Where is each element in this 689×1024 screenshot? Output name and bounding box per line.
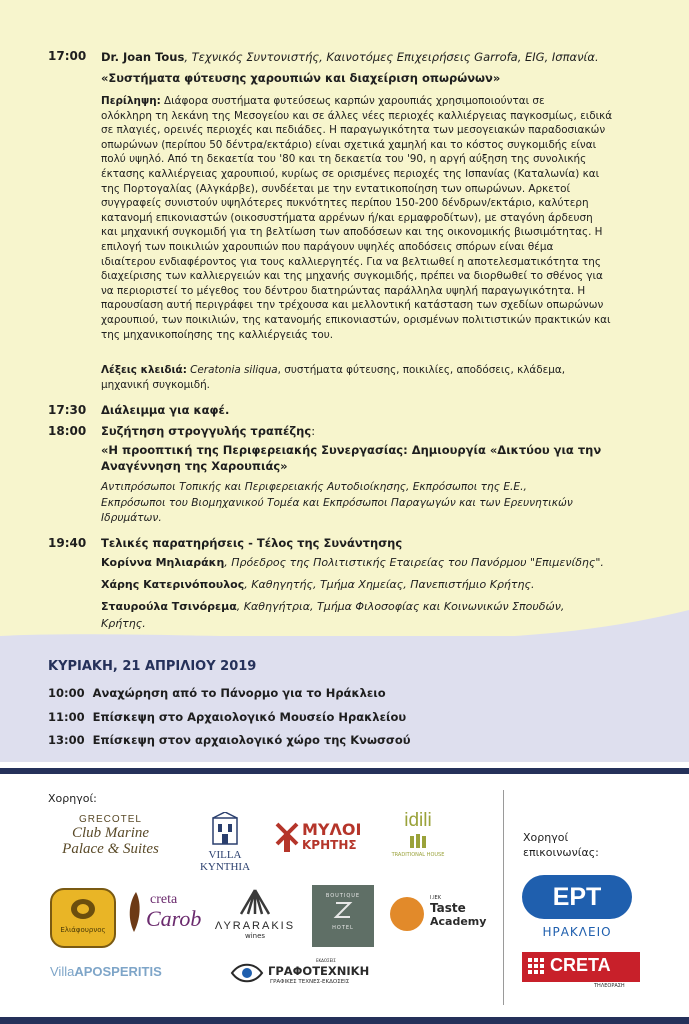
roundtable-title	[101, 424, 315, 439]
olive-icon	[68, 896, 98, 922]
divider-rule	[0, 768, 689, 774]
talk-title: «Συστήματα φύτευσης χαρουπιών και διαχείριση οπωρώνων»	[101, 71, 501, 85]
sunday-text: Επίσκεψη στον αρχαιολογικό χώρο της Κνωσσού	[92, 733, 411, 747]
summary-line: πολύ υψηλό. Από τη δεκαετία του '80 και τη δεκαετία του '90, η αργή αύξηση της συνολικής	[101, 153, 587, 166]
idili-logo	[388, 810, 448, 858]
summary-line: έκτασης καλλιέργειας χαρουπιού, κυρίως σε ορισμένες περιοχές της Ισπανίας (Καταλωνία) και	[101, 167, 600, 180]
footer-rule	[0, 1017, 689, 1024]
villa-kynthia-logo	[190, 812, 260, 873]
boutique-text: BOUTIQUE	[325, 893, 361, 899]
boutique-hotel-logo	[312, 885, 374, 947]
myloi-text: ΚΡΗΤΗΣ	[302, 838, 357, 852]
media-sponsors-label	[523, 830, 599, 860]
sunday-heading: ΚΥΡΙΑΚΗ, 21 ΑΠΡΙΛΙΟΥ 2019	[48, 659, 257, 674]
subtitle-line: Αναγέννηση της Χαρουπιάς»	[101, 459, 288, 473]
myloi-text: ΜΥΛΟΙ	[302, 820, 362, 839]
chef-badge-icon	[390, 897, 424, 931]
speaker-affiliation: , Τεχνικός Συντονιστής, Καινοτόμες Επιχειρήσεις Garrofa, EIG, Ισπανία.	[184, 50, 599, 64]
summary-line: της μηχανικοποίησης της καλλιέργειάς του.	[101, 328, 334, 341]
summary-paragraph	[101, 94, 641, 342]
grafo-text: ΕΚΔΟΣΕΙΣ	[316, 958, 336, 963]
summary-line: χαρουπιού, των ποικιλιών, της κατανομής επικονιαστών, ορισμένων πολιτιστικών πρακτικών και	[101, 313, 611, 326]
speaker-role-cont: Κρήτης.	[101, 617, 146, 630]
speaker-line	[101, 50, 599, 65]
creta-carob-text: creta	[150, 892, 178, 907]
speaker-role: , Πρόεδρος της Πολιτιστικής Εταιρείας του Πανόρμου "Επιμενίδης".	[224, 556, 604, 569]
sunday-time: 13:00	[48, 733, 85, 747]
speaker-name: Κορίννα Μηλιαράκη	[101, 556, 225, 569]
sunday-time: 10:00	[48, 686, 85, 700]
speaker-role: , Καθηγήτρια, Τμήμα Φιλοσοφίας και Κοινωνικών Σπουδών,	[236, 600, 565, 613]
summary-line: παρουσίαση αυτή περιγράφει την τρέχουσα και μελλοντική κατάσταση των σχεδίων οπωρώνων	[101, 299, 604, 312]
media-label-line: επικοινωνίας:	[523, 846, 599, 859]
boutique-mark-icon	[332, 899, 354, 921]
keywords-line	[101, 363, 565, 378]
idili-text: TRADITIONAL HOUSE	[391, 852, 445, 858]
summary-line: ολόκληρη τη λεκάνη της Μεσογείου και σε άλλες νέες περιοχές καλλιέργειας παγκοσμίως, ειδικά	[101, 109, 613, 122]
sunday-item	[48, 710, 406, 725]
participants-line: Εκπρόσωποι του Βιομηχανικού Τομέα και Εκπρόσωποι Παραγωγών και των Ερευνητικών	[101, 496, 573, 509]
taste-text: I.IEK	[430, 895, 441, 901]
grafo-text: ΓΡΑΦΙΚΕΣ ΤΕΧΝΕΣ-ΕΚΔΟΣΕΙΣ	[270, 979, 350, 985]
keywords-label: Λέξεις κλειδιά:	[101, 364, 187, 376]
summary-line: να περιοριστεί το μέγεθος του δέντρου διατηρώντας παράλληλα υψηλή παραγωγικότητα. Η	[101, 284, 586, 297]
session-time: 19:40	[48, 536, 87, 550]
creta-tv-logo	[522, 952, 640, 982]
participants-line: Ιδρυμάτων.	[101, 512, 162, 524]
villa-building-icon	[210, 812, 240, 846]
villa-apo-text: APOSPERITIS	[74, 964, 162, 979]
summary-line: και μηχανική συγκομιδή για τη βελτίωση των αποδόσεων και της οικονομικής βιωσιμότητας. Η	[101, 226, 603, 239]
roundtable-subtitle	[101, 442, 601, 474]
lyrarakis-logo	[210, 888, 300, 940]
creta-carob-logo	[124, 890, 206, 942]
speaker-name: Dr. Joan Tous	[101, 50, 185, 64]
sunday-time: 11:00	[48, 710, 85, 724]
grecotel-text: Club Marine	[71, 825, 150, 841]
media-label-line: Χορηγοί	[523, 831, 569, 844]
idili-text: idili	[404, 810, 432, 831]
sponsors-divider	[503, 790, 504, 1005]
speaker-role: , Καθηγητής, Τμήμα Χημείας, Πανεπιστήμιο Κρήτης.	[244, 578, 535, 591]
ert-region: ΗΡΑΚΛΕΙΟ	[542, 925, 612, 939]
grafotexniki-logo	[230, 958, 390, 992]
creta-carob-text: Carob	[146, 906, 202, 931]
boutique-text: HOTEL	[332, 925, 354, 931]
keywords-text: , συστήματα φύτευσης, ποικιλίες, αποδόσεις, κλάδεμα,	[277, 364, 565, 376]
keywords-latin: Ceratonia siliqua	[186, 364, 278, 376]
roundtable-label: Συζήτηση στρογγυλής τραπέζης	[101, 424, 312, 438]
taste-academy-logo	[390, 895, 490, 937]
roundtable-participants	[101, 480, 573, 527]
summary-line: συγγραφείς συνιστούν υψηλότερες πυκνότητες περίπου 150-200 δένδρων/εκτάριο, καλύτερη	[101, 197, 589, 210]
summary-line	[101, 94, 641, 109]
myloi-kritis-logo	[274, 818, 374, 858]
ert-logo	[522, 875, 632, 919]
grid-icon	[528, 958, 544, 974]
vine-rows-icon	[237, 888, 273, 916]
session-time: 18:00	[48, 424, 87, 438]
creta-tv-subtitle: ΤΗΛΕΟΡΑΣΗ	[594, 983, 625, 989]
session-time: 17:00	[48, 49, 87, 63]
summary-line: επιλογή των ποικιλιών χαρουπιών που παράγουν υψηλές αποδόσεις σπόρων είναι θέμα	[101, 240, 554, 253]
elaforos-text: Ελιάφουρνος	[60, 926, 106, 934]
house-icon	[408, 832, 428, 848]
closing-speaker	[101, 600, 564, 615]
taste-text: Taste	[430, 901, 466, 915]
session-time: 17:30	[48, 403, 87, 417]
summary-text: Διάφορα συστήματα φυτεύσεως καρπών χαρουπιάς χρησιμοποιούνται σε	[160, 95, 545, 107]
keywords-line-2: μηχανική συγκομιδή.	[101, 379, 210, 391]
sunday-text: Επίσκεψη στο Αρχαιολογικό Μουσείο Ηρακλείου	[92, 710, 407, 724]
elaforos-logo	[50, 888, 116, 948]
summary-line: σε πλαγιές, ορεινές περιοχές και πεδιάδες. Η παραγωγικότητα των μεσογειακών παραδοσιακών	[101, 124, 606, 137]
taste-text: Academy	[430, 915, 487, 928]
grafo-text: ΓΡΑΦΟΤΕΧΝΙΚΗ	[268, 964, 370, 978]
speaker-name: Χάρης Κατερινόπουλος	[101, 578, 245, 591]
villa-apo-text: Villa	[50, 964, 75, 979]
villa-aposperitis-logo	[50, 964, 162, 979]
closing-title: Τελικές παρατηρήσεις - Τέλος της Συνάντησης	[101, 536, 403, 550]
ert-text: ΕΡΤ	[552, 883, 602, 911]
summary-label: Περίληψη:	[101, 95, 161, 107]
windmill-icon	[274, 820, 300, 854]
summary-line: οπωρώνων (περίπου 50 δέντρα/εκτάριο) είναι σχετικά χαμηλή και το κόστος συγκομιδής είναι	[101, 138, 597, 151]
sunday-item	[48, 686, 386, 701]
grecotel-text: GRECOTEL	[78, 814, 142, 825]
eye-icon	[230, 960, 264, 986]
lyrarakis-text: wines	[244, 932, 266, 940]
break-title: Διάλειμμα για καφέ.	[101, 403, 230, 417]
creta-tv-text: CRETA	[550, 955, 611, 975]
speaker-name: Σταυρούλα Τσινόρεμα	[101, 600, 237, 613]
closing-speaker	[101, 578, 534, 593]
summary-line: ιδιαίτερου ενδιαφέροντος για τους καλλιεργητές. Για να βελτιωθεί η αποτελεσματικότητα της	[101, 255, 601, 268]
sunday-text: Αναχώρηση από το Πάνορμο για το Ηράκλειο	[92, 686, 386, 700]
colon: :	[311, 424, 316, 438]
closing-speaker	[101, 556, 604, 571]
grecotel-text: Palace & Suites	[62, 841, 159, 857]
villa-kynthia-text: VILLA	[208, 849, 242, 861]
carob-pod-icon	[124, 890, 146, 934]
sunday-item	[48, 733, 411, 748]
summary-line: διαχείρισης των καλλιεργειών και της μηχανής συγκομιδής, πρέπει να διορθωθεί το σθένος για	[101, 270, 603, 283]
lyrarakis-text: ΛΥRARAKIS	[214, 920, 296, 932]
summary-line: κατανομή επικονιαστών (οικοσυστήματα αρρένων ή/και ερμαφροδίτων), με σταγόνη άρδευση	[101, 211, 593, 224]
villa-kynthia-text: KYNTHIA	[199, 861, 251, 873]
grecotel-logo	[48, 814, 173, 857]
sponsors-label: Χορηγοί:	[48, 792, 97, 805]
participants-line: Αντιπρόσωποι Τοπικής και Περιφερειακής Αυτοδιοίκησης, Εκπρόσωποι της Ε.Ε.,	[101, 481, 527, 493]
subtitle-line: «Η προοπτική της Περιφερειακής Συνεργασίας: Δημιουργία «Δικτύου για την	[101, 443, 602, 457]
summary-line: της Πορτογαλίας (Αλγκάρβε), συνδέεται με την εντατικοποίηση των οπωρώνων. Αρκετοί	[101, 182, 570, 195]
